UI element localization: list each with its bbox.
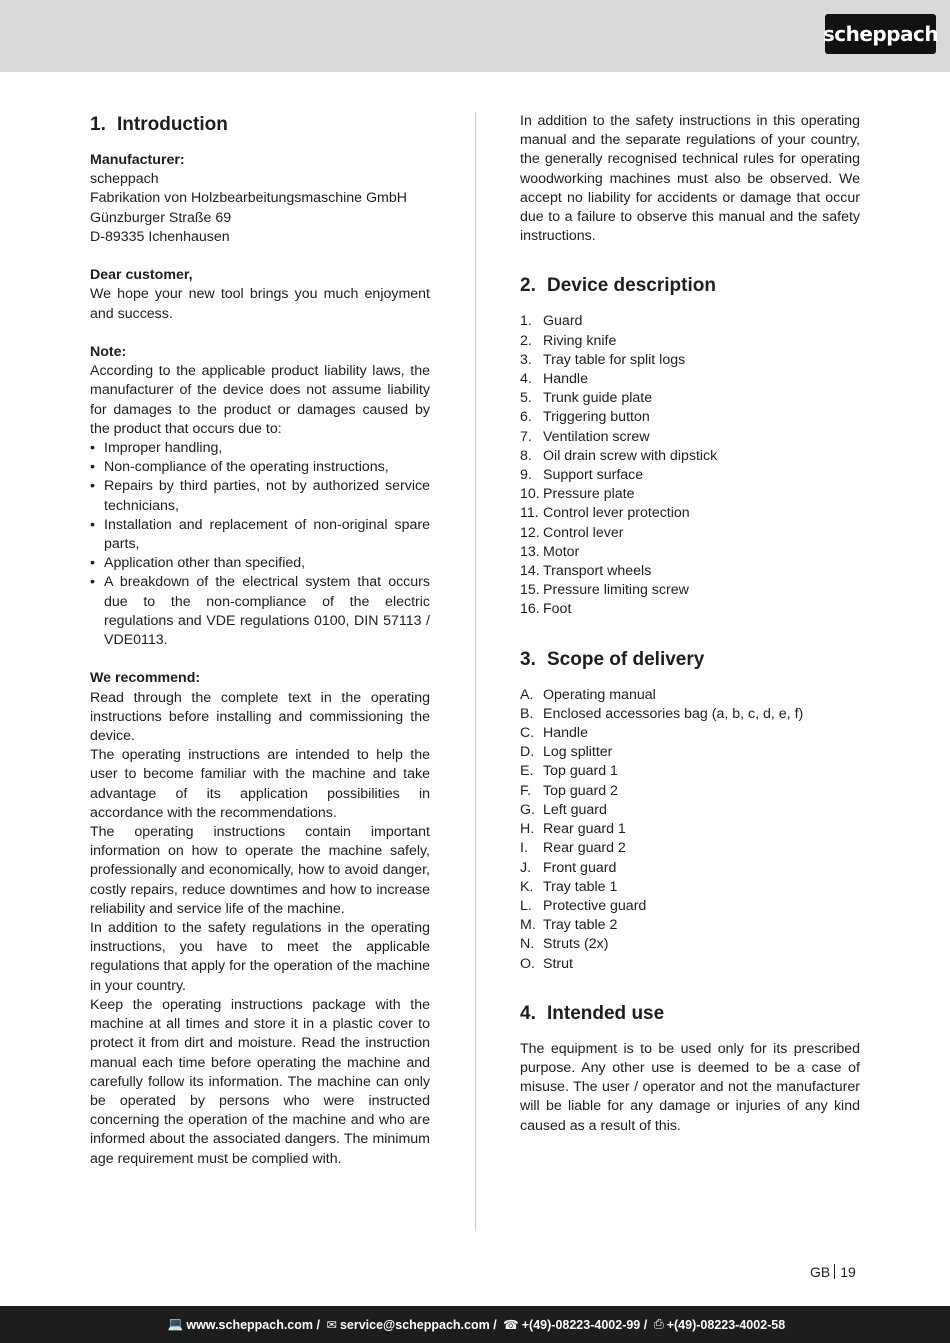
list-item: 15. Pressure limiting screw (520, 582, 689, 599)
section-title-intended-use: 4. Intended use (520, 1002, 665, 1024)
list-item: • Repairs by third parties, not by authorized service technicians, (90, 477, 430, 515)
dear-customer-label: Dear customer, (90, 267, 193, 284)
header-band (0, 0, 950, 72)
list-item: 11. Control lever protection (520, 505, 690, 522)
list-item: 5. Trunk guide plate (520, 390, 653, 407)
recommend-paragraph: The operating instructions contain important information on how to operate the machine safely, professionally and economically, how to avoid danger, costly repairs, reduce downtimes and how to increase reliability and service life of the machine. (90, 824, 430, 917)
list-item: 2. Riving knife (520, 332, 617, 349)
manufacturer-label: Manufacturer: (90, 152, 185, 168)
recommend-paragraph: Keep the operating instructions package with the machine at all times and store it in a plastic cover to protect it from dirt and moisture. Read the instruction manual each time before operating the machine and carefully follow its information. The machine can only be operated by persons who were instructed concerning the operation of the machine and who are informed about the associated dangers. The minimum age requirement must be complied with. (90, 996, 430, 1167)
section-title-introduction: 1. Introduction (90, 114, 228, 135)
list-item: 16. Foot (520, 601, 572, 618)
scheppach-logo: scheppach (825, 14, 936, 54)
mail-icon: ✉ (326, 1318, 337, 1332)
recommend-paragraph: In addition to the safety regulations in the operating instructions, you have to meet the applicable regulations that apply for the operation of the machine in your country. (90, 920, 430, 994)
list-item: • A breakdown of the electrical system that occurs due to the non-compliance of the electric regulations and VDE regulations 0100, DIN 57113 / VDE0113. (90, 573, 430, 650)
list-item: I. Rear guard 2 (520, 840, 626, 857)
list-item: • Installation and replacement of non-original spare parts, (90, 516, 430, 554)
section-title-scope-of-delivery: 3. Scope of delivery (520, 648, 705, 670)
device-description-list (520, 312, 860, 619)
list-item: D. Log splitter (520, 744, 613, 761)
footer-bar: 💻 www.scheppach.com / ✉ service@scheppach.com / ☎ +(49)-08223-4002-99 / ⎙ +(49)-08223-4002-58 (0, 1306, 950, 1343)
list-item: 1. Guard (520, 313, 583, 330)
column-divider (475, 113, 476, 1230)
list-item: A. Operating manual (520, 686, 656, 703)
dear-customer-text: We hope your new tool brings you much enjoyment and success. (90, 286, 430, 322)
list-item: G. Left guard (520, 801, 607, 818)
list-item: 9. Support surface (520, 467, 644, 484)
list-item: 7. Ventilation screw (520, 428, 650, 445)
scope-of-delivery-list (520, 686, 860, 974)
list-item: B. Enclosed accessories bag (a, b, c, d, e, f) (520, 705, 804, 722)
list-item: 14. Transport wheels (520, 563, 652, 580)
list-item: O. Strut (520, 955, 573, 972)
list-item: M. Tray table 2 (520, 917, 618, 934)
note-label: Note: (90, 344, 127, 360)
list-item: • Application other than specified, (90, 554, 430, 573)
list-item: K. Tray table 1 (520, 878, 618, 895)
right-column (520, 112, 860, 1136)
page-number: GB 19 (810, 1264, 856, 1280)
footer-email-link[interactable]: service@scheppach.com (339, 1317, 490, 1332)
list-item: 12. Control lever (520, 524, 624, 541)
safety-intro-text: In addition to the safety instructions in this operating manual and the separate regulations of your country, the generally recognised technical rules for operating woodworking machines must also be observed. We accept no liability for accidents or damage that occur due to a failure to observe this manual and the safety instructions. (520, 113, 860, 245)
note-bullet-list (90, 439, 430, 650)
list-item: 10. Pressure plate (520, 486, 635, 503)
list-item: H. Rear guard 1 (520, 821, 626, 838)
list-item: • Improper handling, (90, 439, 430, 458)
phone-icon: ☎ (503, 1318, 519, 1332)
fax-icon: ⎙ (653, 1317, 664, 1331)
computer-icon: 💻 (167, 1317, 184, 1331)
list-item: N. Struts (2x) (520, 936, 609, 953)
manufacturer-address: scheppach Fabrikation von Holzbearbeitungsmaschine GmbH Günzburger Straße 69 D-89335 Ichenhausen (90, 171, 408, 245)
section-title-device-description: 2. Device description (520, 275, 716, 297)
note-text: According to the applicable product liability laws, the manufacturer of the device does not assume liability for damages to the product or damages caused by the product that occurs due to: (90, 363, 430, 437)
recommend-paragraph: Read through the complete text in the operating instructions before installing and commissioning the device. (90, 689, 430, 745)
list-item: • Non-compliance of the operating instructions, (90, 458, 430, 477)
list-item: 8. Oil drain screw with dipstick (520, 447, 718, 464)
intended-use-text: The equipment is to be used only for its prescribed purpose. Any other use is deemed to be a case of misuse. The user / operator and not the manufacturer will be liable for any damage or injuries of any kind caused as a result of this. (520, 1040, 860, 1134)
list-item: F. Top guard 2 (520, 782, 618, 799)
list-item: 6. Triggering button (520, 409, 650, 426)
list-item: J. Front guard (520, 859, 617, 876)
footer-phone: +(49)-08223-4002-99 (521, 1317, 641, 1332)
recommend-paragraph: The operating instructions are intended to help the user to become familiar with the machine and take advantage of its application possibilities in accordance with the recommendations. (90, 747, 430, 821)
footer-fax: +(49)-08223-4002-58 (666, 1317, 786, 1332)
footer-website-link[interactable]: www.scheppach.com (186, 1317, 314, 1332)
list-item: 4. Handle (520, 371, 588, 388)
list-item: L. Protective guard (520, 897, 647, 914)
left-column (90, 112, 430, 1169)
recommend-label: We recommend: (90, 670, 201, 687)
list-item: 13. Motor (520, 543, 580, 560)
list-item: 3. Tray table for split logs (520, 351, 686, 368)
list-item: E. Top guard 1 (520, 763, 618, 780)
list-item: C. Handle (520, 725, 588, 742)
